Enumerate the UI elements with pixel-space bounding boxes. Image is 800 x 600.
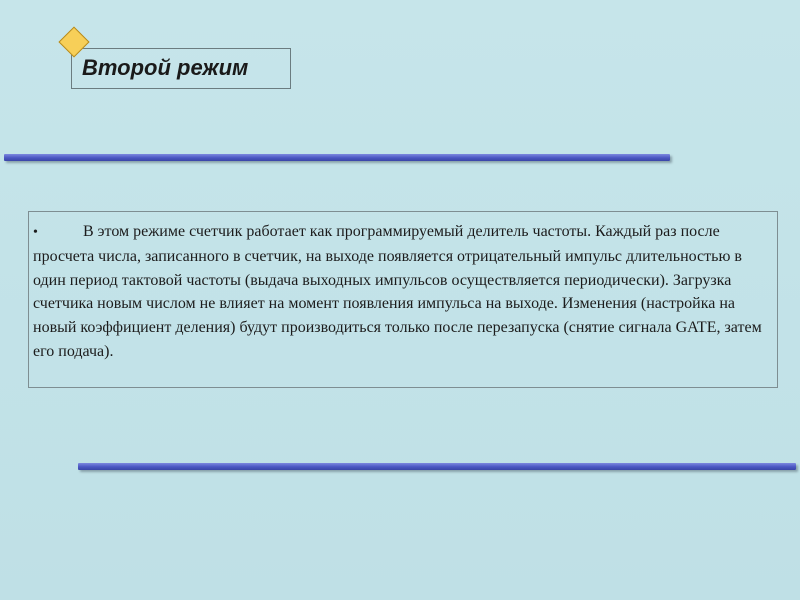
body-text: В этом режиме счетчик работает как программируемый делитель частоты. Каждый раз после просчета числа, записанного в счетчик, на выходе появляется отрицательный импульс длительностью в один период тактовой частоты (выдача выходных импульсов осуществляется периодически). Загрузка счетчика новым числом не влияет на момент появления импульса на выходе. Изменения (настройка на новый коэффициент деления) будут производиться только после перезапуска (снятие сигнала GATE, затем его подача).	[33, 223, 762, 360]
bullet-symbol: •	[33, 225, 38, 240]
title-box	[71, 48, 291, 89]
slide-title: Второй режим	[82, 55, 249, 80]
top-divider-bar	[4, 154, 670, 161]
content-box	[28, 211, 778, 388]
body-paragraph	[33, 220, 773, 364]
bottom-divider-bar	[78, 463, 796, 470]
